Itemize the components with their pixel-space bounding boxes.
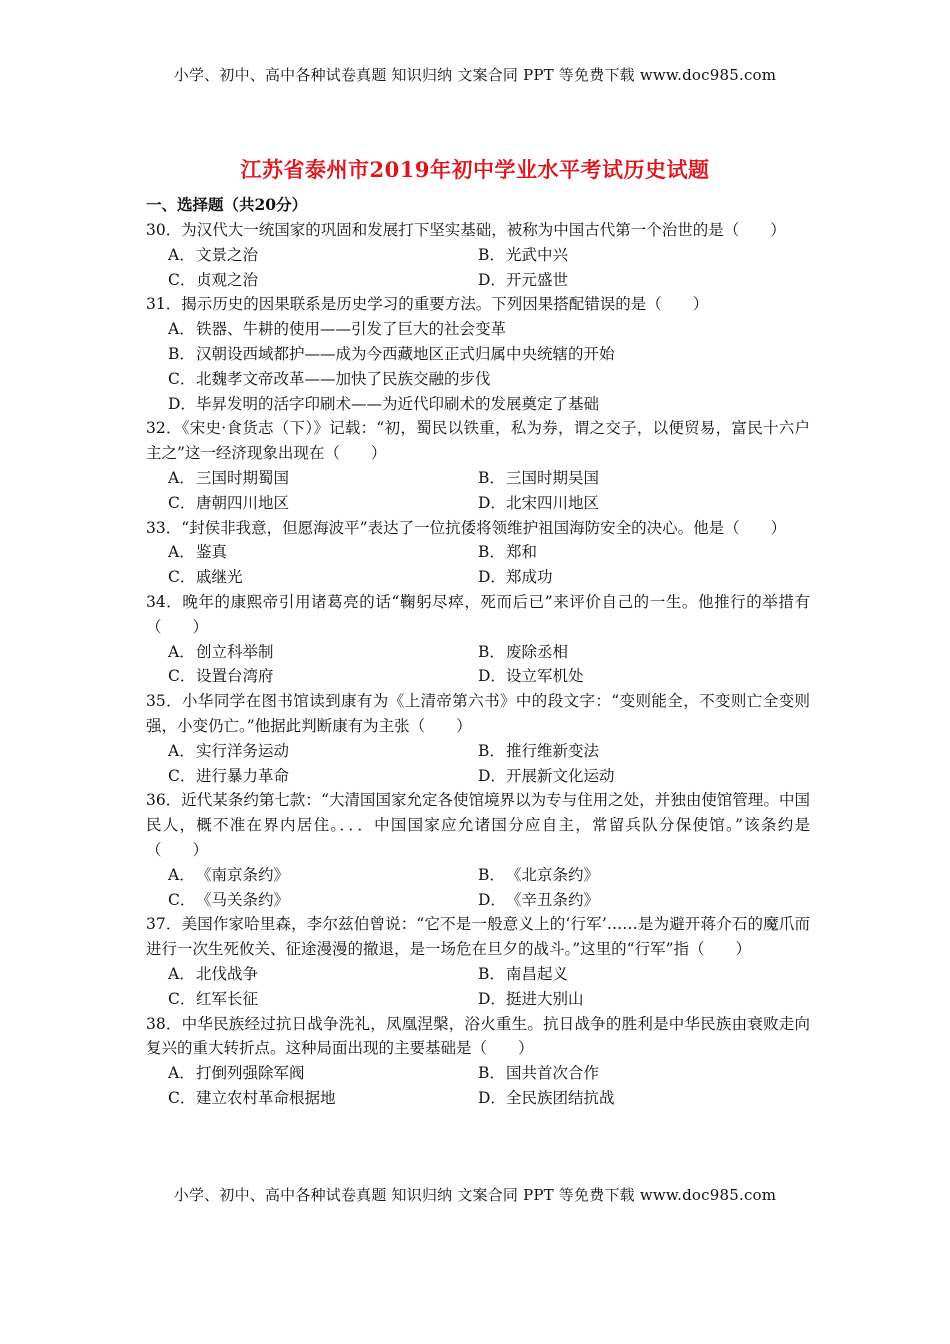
option-letter: A． (168, 741, 195, 760)
option-c (168, 888, 478, 913)
option-c (168, 1086, 478, 1111)
option-letter: B． (478, 964, 505, 983)
option-letter: B． (478, 245, 505, 264)
option-a (168, 317, 818, 342)
question-list (146, 218, 810, 1111)
option-letter: D． (478, 270, 506, 289)
option-d (478, 888, 818, 913)
question-31 (146, 292, 810, 416)
option-c (168, 367, 818, 392)
page-header: 小学、初中、高中各种试卷真题 知识归纳 文案合同 PPT 等免费下载 www.doc985.com (173, 66, 777, 84)
option-text: 唐朝四川地区 (196, 493, 290, 512)
question-37 (146, 912, 810, 1011)
option-letter: C． (168, 766, 196, 785)
option-text: 进行暴力革命 (196, 766, 290, 785)
option-text: 《马关条约》 (196, 890, 290, 909)
option-text: 实行洋务运动 (196, 741, 290, 760)
option-letter: B． (478, 1064, 505, 1083)
section-heading: 一、选择题（共20分） (146, 195, 308, 214)
option-b (478, 863, 818, 888)
option-group (146, 466, 810, 516)
option-group (146, 739, 810, 789)
option-text: 郑和 (506, 543, 538, 562)
option-text: 北宋四川地区 (506, 493, 600, 512)
option-text: 铁器、牛耕的使用——引发了巨大的社会变革 (196, 320, 507, 339)
option-text: 国共首次合作 (506, 1064, 600, 1083)
option-a (168, 962, 478, 987)
option-c (168, 565, 478, 590)
option-letter: A． (168, 865, 195, 884)
option-text: 开展新文化运动 (506, 766, 615, 785)
option-c (168, 268, 478, 293)
option-text: 毕昇发明的活字印刷术——为近代印刷术的发展奠定了基础 (196, 394, 600, 413)
option-text: 开元盛世 (506, 270, 569, 289)
option-letter: C． (168, 1088, 196, 1107)
option-text: 文景之治 (196, 245, 259, 264)
option-text: 设立军机处 (506, 667, 584, 686)
option-a (168, 863, 478, 888)
option-group (146, 1061, 810, 1111)
option-text: 南昌起义 (506, 964, 569, 983)
option-letter: C． (168, 989, 196, 1008)
option-letter: C． (168, 369, 196, 388)
question-stem: 37．美国作家哈里森，李尔兹伯曾说：“它不是一般意义上的‘行军’……是为避开蒋介石的魔爪而进行一次生死攸关、征途漫漫的撤退，是一场危在旦夕的战斗。”这里的“行军”指（ ） (146, 915, 810, 959)
question-38 (146, 1012, 810, 1111)
option-group (146, 863, 810, 913)
option-letter: A． (168, 468, 195, 487)
option-text: 贞观之治 (196, 270, 259, 289)
option-letter: C． (168, 890, 196, 909)
option-letter: A． (168, 1064, 195, 1083)
option-c (168, 491, 478, 516)
option-text: 鉴真 (196, 543, 228, 562)
option-text: 郑成功 (506, 568, 553, 587)
option-text: 《辛丑条约》 (506, 890, 600, 909)
option-letter: B． (478, 642, 505, 661)
option-letter: D． (478, 766, 506, 785)
option-letter: B． (478, 468, 505, 487)
option-b (478, 1061, 818, 1086)
option-a (168, 540, 478, 565)
question-stem: 33．“封侯非我意，但愿海波平”表达了一位抗倭将领维护祖国海防安全的决心。他是（ ） (146, 518, 787, 537)
option-letter: C． (168, 667, 196, 686)
option-letter: B． (478, 741, 505, 760)
question-stem: 34．晚年的康熙帝引用诸葛亮的话“鞠躬尽瘁，死而后已”来评价自己的一生。他推行的举措有（ ） (146, 592, 810, 636)
option-letter: A． (168, 543, 195, 562)
option-c (168, 987, 478, 1012)
page-title: 江苏省泰州市2019年初中学业水平考试历史试题 (240, 157, 710, 182)
option-b (478, 540, 818, 565)
option-a (168, 739, 478, 764)
option-d (478, 268, 818, 293)
option-b (478, 466, 818, 491)
option-text: 《北京条约》 (506, 865, 600, 884)
option-letter: D． (478, 568, 506, 587)
option-letter: A． (168, 964, 195, 983)
option-letter: A． (168, 642, 195, 661)
question-stem: 36．近代某条约第七款：“大清国国家允定各使馆境界以为专与住用之处，并独由使馆管理。中国民人，概不准在界内居住。．．．中国国家应允诸国分应自主，常留兵队分保使馆。”该条约是（ ） (146, 791, 810, 859)
option-letter: C． (168, 493, 196, 512)
option-b (168, 342, 818, 367)
option-letter: C． (168, 568, 196, 587)
option-letter: D． (478, 667, 506, 686)
question-stem: 38．中华民族经过抗日战争洗礼，凤凰涅槃，浴火重生。抗日战争的胜利是中华民族由衰败走向复兴的重大转折点。这种局面出现的主要基础是（ ） (146, 1014, 810, 1058)
question-stem: 31．揭示历史的因果联系是历史学习的重要方法。下列因果搭配错误的是（ ） (146, 295, 709, 314)
option-group (146, 540, 810, 590)
option-letter: C． (168, 270, 196, 289)
option-c (168, 664, 478, 689)
option-letter: D． (478, 989, 506, 1008)
option-text: 建立农村革命根据地 (196, 1088, 336, 1107)
question-30 (146, 218, 810, 292)
option-letter: D． (478, 493, 506, 512)
option-d (478, 987, 818, 1012)
exam-content (146, 193, 810, 1111)
option-d (478, 664, 818, 689)
option-a (168, 640, 478, 665)
option-b (478, 243, 818, 268)
option-letter: D． (478, 1088, 506, 1107)
option-text: 三国时期吴国 (506, 468, 600, 487)
option-d (478, 1086, 818, 1111)
option-text: 《南京条约》 (196, 865, 290, 884)
option-b (478, 640, 818, 665)
option-text: 设置台湾府 (196, 667, 274, 686)
question-stem: 30．为汉代大一统国家的巩固和发展打下坚实基础，被称为中国古代第一个治世的是（ ） (146, 221, 786, 239)
question-35 (146, 689, 810, 788)
option-text: 推行维新变法 (506, 741, 600, 760)
question-36 (146, 788, 810, 912)
page-footer: 小学、初中、高中各种试卷真题 知识归纳 文案合同 PPT 等免费下载 www.doc985.com (173, 1186, 777, 1204)
option-group (146, 962, 810, 1012)
option-text: 全民族团结抗战 (506, 1088, 615, 1107)
option-d (168, 392, 818, 417)
option-text: 北魏孝文帝改革——加快了民族交融的步伐 (196, 369, 491, 388)
option-text: 打倒列强除军阀 (196, 1064, 305, 1083)
option-letter: A． (168, 320, 195, 339)
option-d (478, 764, 818, 789)
question-34 (146, 590, 810, 689)
option-b (478, 739, 818, 764)
option-text: 废除丞相 (506, 642, 569, 661)
option-text: 戚继光 (196, 568, 243, 587)
option-letter: B． (478, 865, 505, 884)
option-group (146, 640, 810, 690)
option-text: 光武中兴 (506, 245, 569, 264)
question-stem: 32．《宋史·食货志（下）》记载：“初，蜀民以铁重，私为券，谓之交子，以便贸易，富民十六户主之”这一经济现象出现在（ ） (146, 419, 810, 463)
option-letter: D． (168, 394, 196, 413)
option-a (168, 243, 478, 268)
option-d (478, 491, 818, 516)
option-text: 北伐战争 (196, 964, 259, 983)
option-b (478, 962, 818, 987)
option-text: 挺进大别山 (506, 989, 584, 1008)
option-group (146, 243, 810, 293)
question-32 (146, 416, 810, 515)
option-letter: B． (168, 344, 195, 363)
question-stem: 35．小华同学在图书馆读到康有为《上清帝第六书》中的段文字：“变则能全，不变则亡全变则强，小变仍亡。”他据此判断康有为主张（ ） (146, 692, 810, 735)
option-a (168, 466, 478, 491)
option-letter: D． (478, 890, 506, 909)
option-text: 三国时期蜀国 (196, 468, 290, 487)
option-c (168, 764, 478, 789)
option-text: 创立科举制 (196, 642, 274, 661)
question-33 (146, 516, 810, 590)
option-letter: A． (168, 245, 195, 264)
option-text: 红军长征 (196, 989, 259, 1008)
option-letter: B． (478, 543, 505, 562)
option-a (168, 1061, 478, 1086)
option-group (146, 317, 810, 416)
option-d (478, 565, 818, 590)
option-text: 汉朝设西域都护——成为今西藏地区正式归属中央统辖的开始 (196, 344, 615, 363)
